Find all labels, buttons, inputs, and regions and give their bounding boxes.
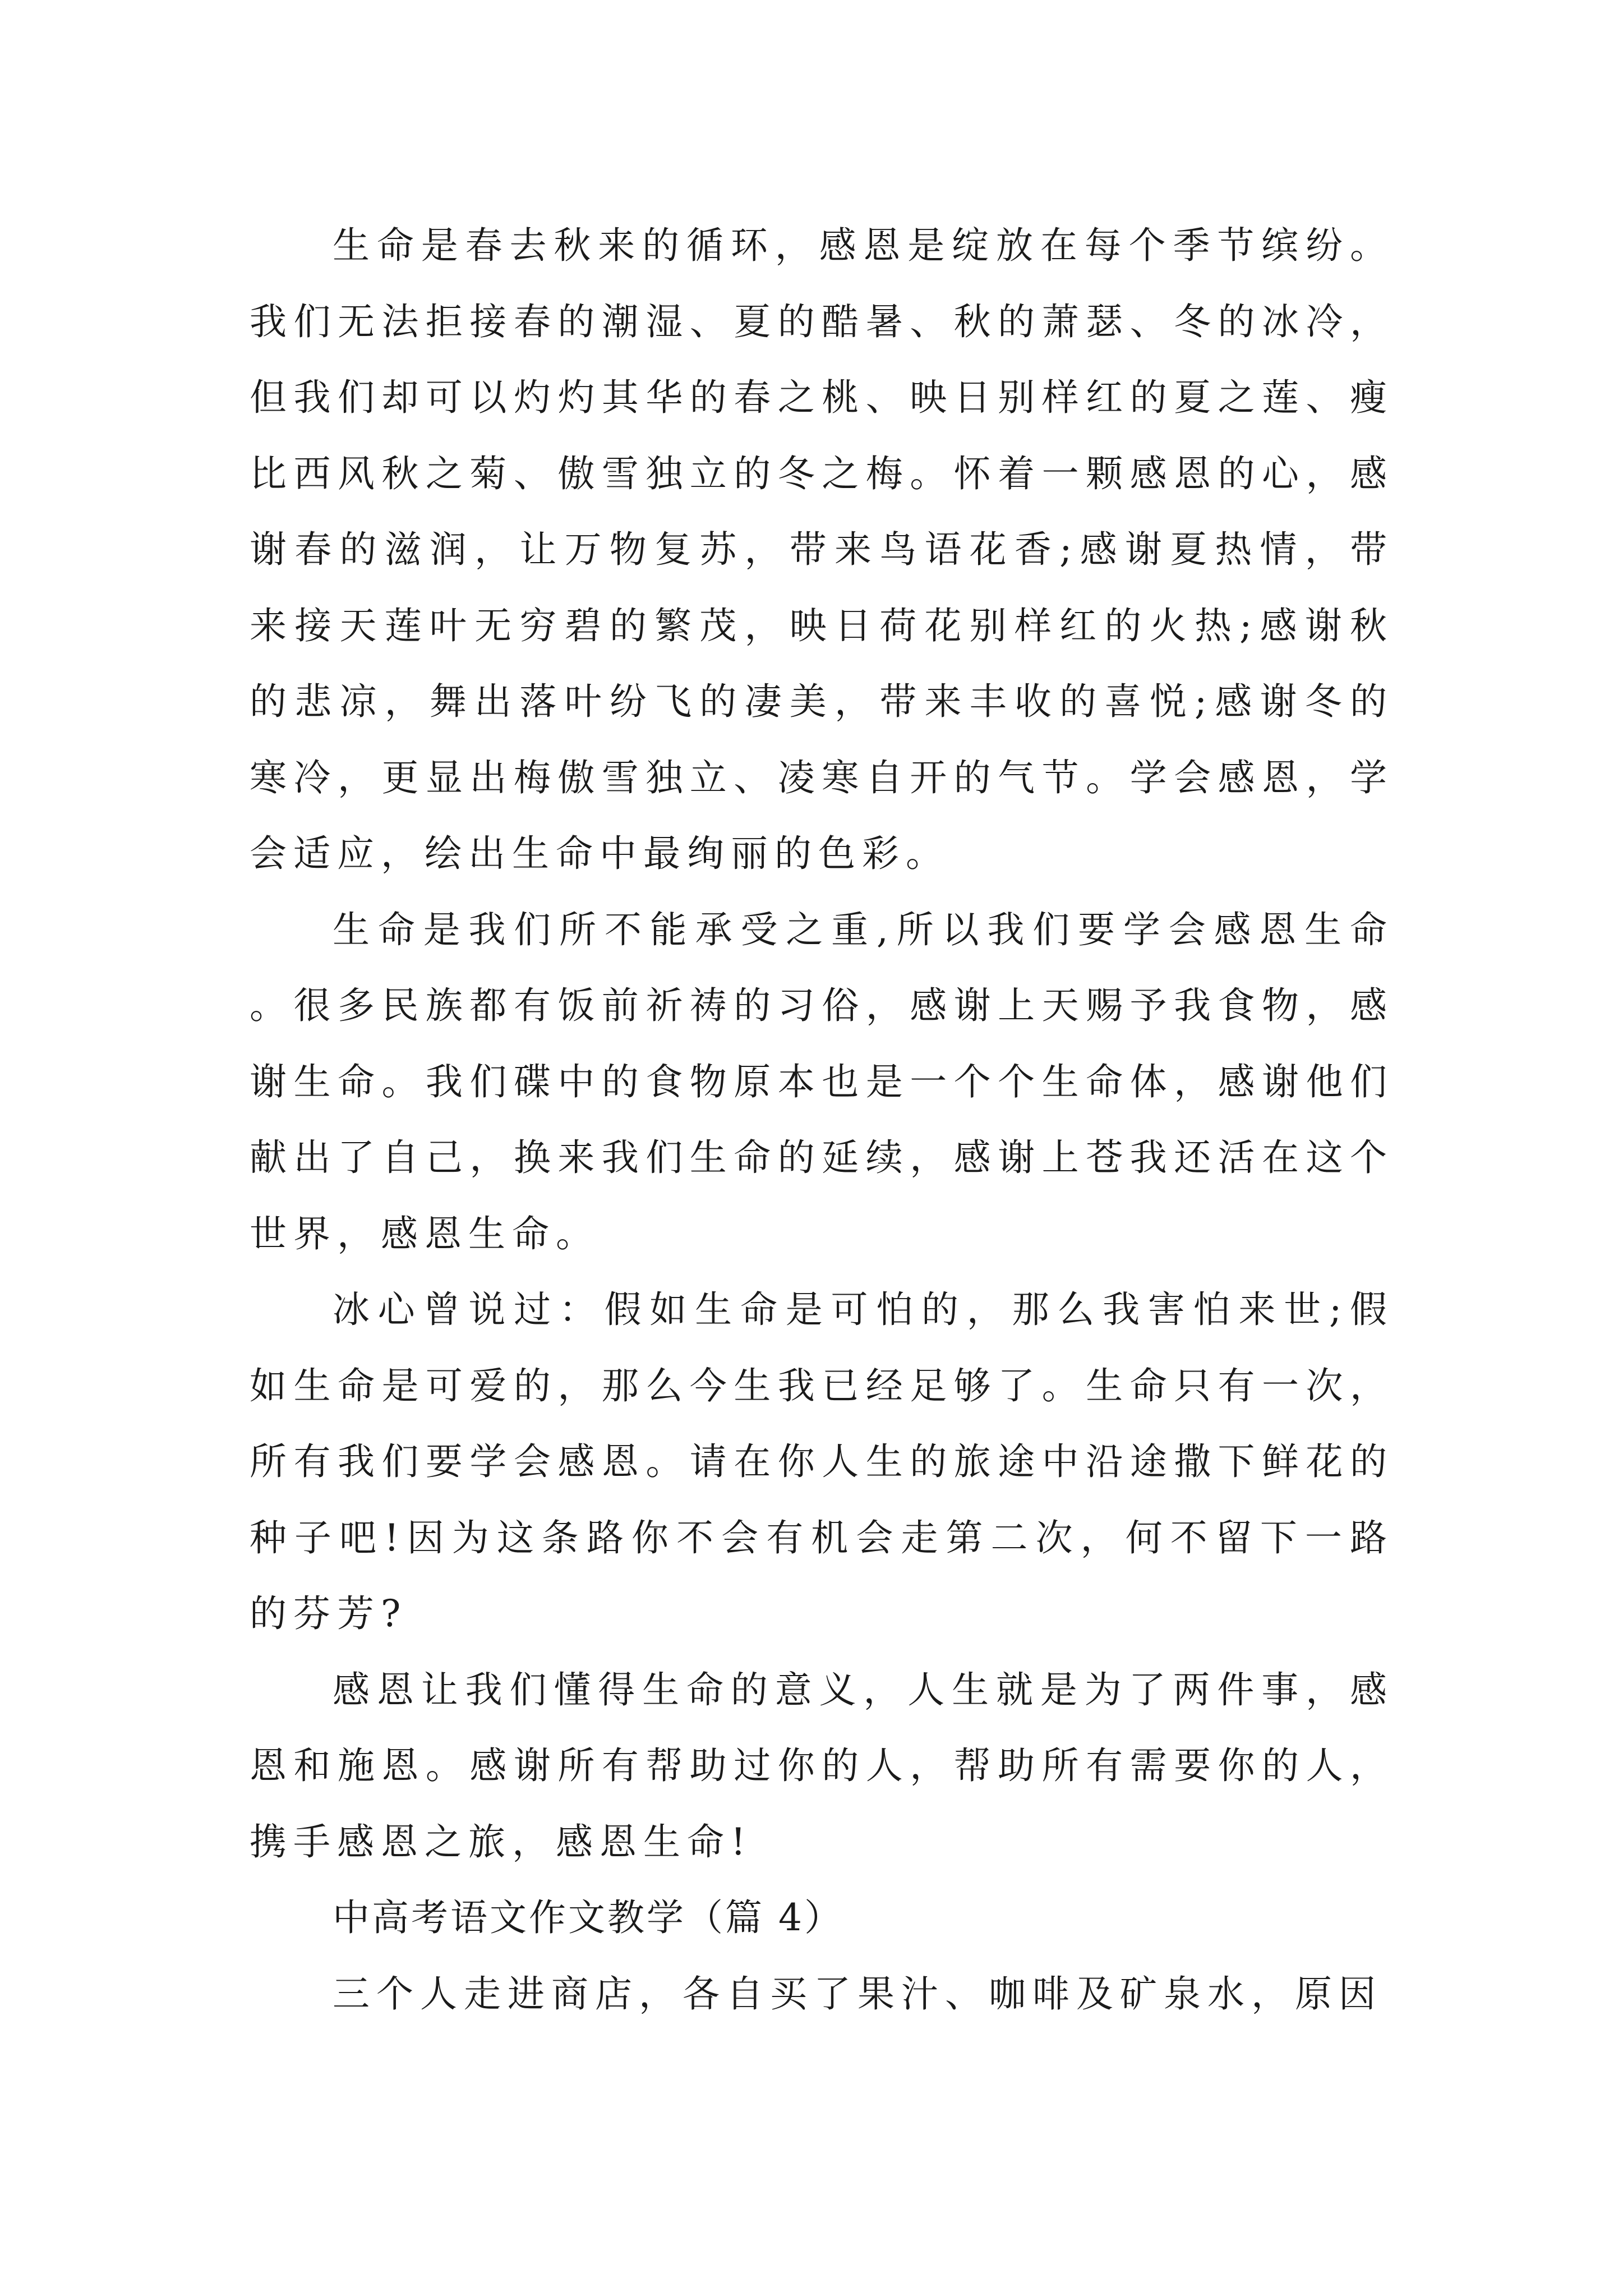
paragraph-1: 生命是春去秋来的循环，感恩是绽放在每个季节缤纷。我们无法拒接春的潮湿、夏的酷暑、秋的萧瑟、冬的冰冷，但我们却可以灼灼其华的春之桃、映日别样红的夏之莲、瘦比西风秋之菊、傲雪独立的冬之梅。怀着一颗感恩的心，感谢春的滋润，让万物复苏，带来鸟语花香;感谢夏热情，带来接天莲叶无穷碧的繁茂，映日荷花别样红的火热;感谢秋的悲凉，舞出落叶纷飞的凄美，带来丰收的喜悦;感谢冬的寒冷，更显出梅傲雪独立、凌寒自开的气节。学会感恩，学会适应，绘出生命中最绚丽的色彩。 xyxy=(250,224,1394,875)
paragraph-5: 三个人走进商店，各自买了果汁、咖啡及矿泉水，原因 xyxy=(333,1972,1382,2016)
paragraph-2: 生命是我们所不能承受之重,所以我们要学会感恩生命。很多民族都有饭前祈祷的习俗，感谢上天赐予我食物，感谢生命。我们碟中的食物原本也是一个个生命体，感谢他们献出了自己，换来我们生命的延续，感谢上苍我还活在这个世界，感恩生命。 xyxy=(250,908,1394,1255)
document-body xyxy=(250,208,1394,2032)
section-heading: 中高考语文作文教学（篇 4） xyxy=(333,1896,843,1939)
paragraph-3: 冰心曾说过：假如生命是可怕的，那么我害怕来世;假如生命是可爱的，那么今生我已经足够了。生命只有一次，所有我们要学会感恩。请在你人生的旅途中沿途撒下鲜花的种子吧!因为这条路你不会有机会走第二次，何不留下一路的芬芳? xyxy=(250,1288,1394,1635)
paragraph-4: 感恩让我们懂得生命的意义，人生就是为了两件事，感恩和施恩。感谢所有帮助过你的人，帮助所有需要你的人，携手感恩之旅，感恩生命! xyxy=(250,1668,1394,1864)
